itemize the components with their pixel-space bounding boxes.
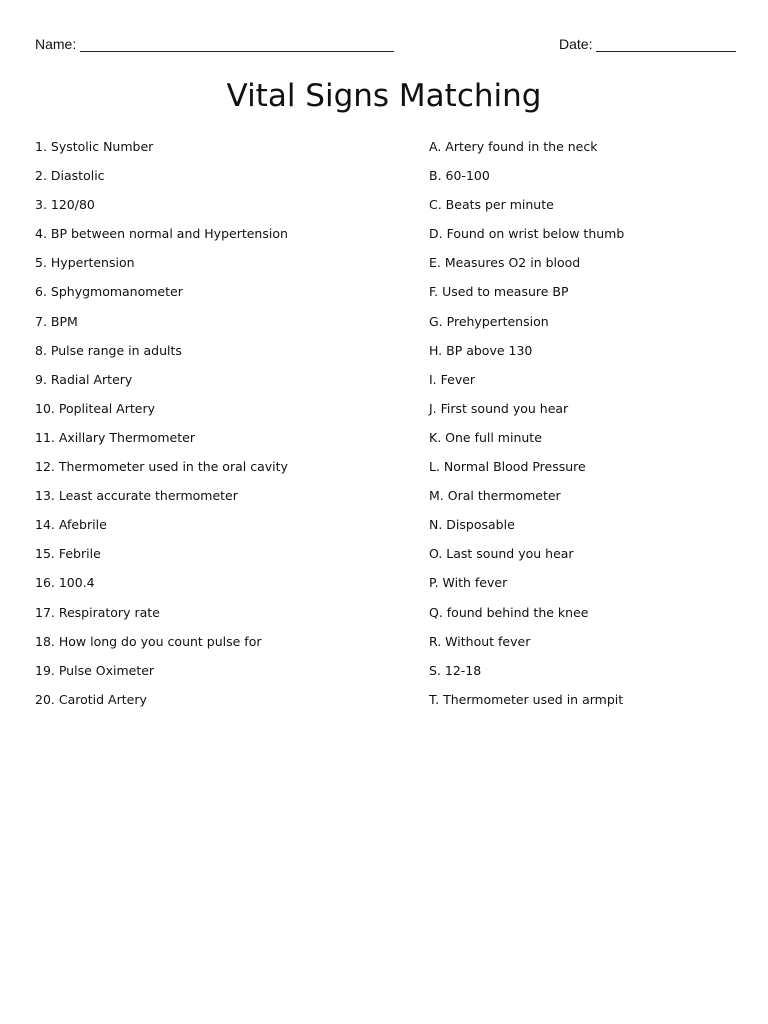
term-item: 15. Febrile xyxy=(35,546,101,562)
term-item: 11. Axillary Thermometer xyxy=(35,429,195,445)
term-item: 1. Systolic Number xyxy=(35,139,154,154)
definition-item: I. Fever xyxy=(429,371,476,387)
term-item: 6. Sphygmomanometer xyxy=(35,284,183,300)
name-label: Name: xyxy=(35,36,77,52)
definition-item: Q. found behind the knee xyxy=(429,604,589,620)
definition-item: F. Used to measure BP xyxy=(429,284,569,300)
date-blank-line[interactable] xyxy=(596,37,736,52)
name-blank-line[interactable] xyxy=(80,37,394,52)
worksheet-title: Vital Signs Matching xyxy=(226,78,542,114)
definition-item: S. 12-18 xyxy=(429,662,482,678)
term-item: 7. BPM xyxy=(35,313,78,329)
term-item: 16. 100.4 xyxy=(35,575,95,591)
definition-item: J. First sound you hear xyxy=(429,400,569,416)
definition-item: P. With fever xyxy=(429,575,508,591)
term-item: 2. Diastolic xyxy=(35,168,105,184)
term-item: 14. Afebrile xyxy=(35,517,107,533)
term-item: 10. Popliteal Artery xyxy=(35,400,155,416)
term-item: 12. Thermometer used in the oral cavity xyxy=(35,459,288,475)
date-label: Date: xyxy=(559,36,593,52)
definition-item: H. BP above 130 xyxy=(429,342,533,358)
term-item: 19. Pulse Oximeter xyxy=(35,662,155,678)
definition-item: T. Thermometer used in armpit xyxy=(429,691,624,707)
terms-list xyxy=(35,138,405,720)
term-item: 13. Least accurate thermometer xyxy=(35,488,238,504)
definition-item: A. Artery found in the neck xyxy=(429,139,598,154)
definition-item: L. Normal Blood Pressure xyxy=(429,459,586,475)
term-item: 4. BP between normal and Hypertension xyxy=(35,226,288,242)
definition-item: R. Without fever xyxy=(429,633,531,649)
definition-item: D. Found on wrist below thumb xyxy=(429,226,625,242)
definition-item: O. Last sound you hear xyxy=(429,546,574,562)
definition-item: K. One full minute xyxy=(429,429,542,445)
definition-item: B. 60-100 xyxy=(429,168,490,184)
definition-item: E. Measures O2 in blood xyxy=(429,255,581,271)
definitions-list xyxy=(429,138,749,720)
worksheet-header xyxy=(0,36,768,56)
date-field xyxy=(559,36,736,52)
term-item: 18. How long do you count pulse for xyxy=(35,633,262,649)
definition-item: G. Prehypertension xyxy=(429,313,549,329)
name-field xyxy=(35,36,394,52)
term-item: 17. Respiratory rate xyxy=(35,604,160,620)
term-item: 8. Pulse range in adults xyxy=(35,342,182,358)
term-item: 5. Hypertension xyxy=(35,255,135,271)
term-item: 9. Radial Artery xyxy=(35,371,133,387)
term-item: 20. Carotid Artery xyxy=(35,691,147,707)
definition-item: M. Oral thermometer xyxy=(429,488,561,504)
definition-item: C. Beats per minute xyxy=(429,197,554,213)
term-item: 3. 120/80 xyxy=(35,197,95,213)
definition-item: N. Disposable xyxy=(429,517,515,533)
